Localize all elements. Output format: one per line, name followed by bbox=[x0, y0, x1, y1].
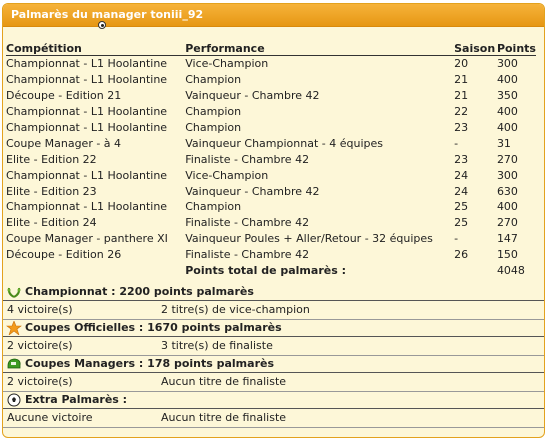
cell-competition: Elite - Edition 22 bbox=[6, 152, 97, 166]
table-row bbox=[6, 215, 536, 231]
cell-performance: Finaliste - Chambre 42 bbox=[185, 248, 310, 262]
section-extra-title bbox=[3, 392, 544, 409]
cell-saison: 21 bbox=[454, 73, 469, 87]
cell-saison: 25 bbox=[454, 200, 469, 214]
cell-points: 31 bbox=[496, 136, 511, 150]
table-row bbox=[6, 199, 536, 215]
table-row bbox=[6, 72, 536, 88]
titles-count: 3 titre(s) de finaliste bbox=[161, 339, 273, 352]
section-title-text: Championnat : 2200 points palmarès bbox=[25, 285, 254, 298]
section-extra-stats bbox=[3, 409, 544, 428]
cell-saison: 20 bbox=[454, 57, 469, 71]
table-row bbox=[6, 151, 536, 167]
cell-competition: Découpe - Edition 21 bbox=[6, 89, 122, 103]
cell-performance: Vainqueur Poules + Aller/Retour - 32 équipes bbox=[185, 232, 433, 246]
table-row bbox=[6, 56, 536, 72]
cell-competition: Championnat - L1 Hoolantine bbox=[6, 200, 168, 214]
cell-competition: Elite - Edition 24 bbox=[6, 216, 97, 230]
panel-header bbox=[3, 4, 544, 27]
section-title-text: Extra Palmarès : bbox=[25, 393, 128, 406]
cell-competition: Coupe Manager - à 4 bbox=[6, 136, 122, 150]
cell-performance: Vice-Champion bbox=[185, 168, 269, 182]
cell-saison: 24 bbox=[454, 184, 469, 198]
cell-performance: Champion bbox=[185, 121, 242, 134]
cell-competition: Elite - Edition 23 bbox=[6, 184, 97, 198]
soccer-ball-icon bbox=[98, 21, 106, 29]
table-row bbox=[6, 135, 536, 151]
col-header-points: Points bbox=[496, 41, 536, 55]
cell-points: 300 bbox=[496, 168, 518, 182]
titles-count: Aucun titre de finaliste bbox=[161, 411, 287, 424]
summary-sections bbox=[3, 284, 544, 428]
table-row bbox=[6, 231, 536, 247]
cell-points: 147 bbox=[496, 232, 518, 246]
col-header-saison: Saison bbox=[454, 41, 496, 55]
cell-points: 270 bbox=[496, 216, 518, 230]
titles-count: 2 titre(s) de vice-champion bbox=[161, 303, 310, 316]
palmares-table bbox=[6, 41, 536, 278]
col-header-performance: Performance bbox=[185, 41, 454, 56]
cell-points: 400 bbox=[496, 105, 518, 119]
cell-performance: Vainqueur Championnat - 4 équipes bbox=[185, 136, 383, 150]
cell-competition: Découpe - Edition 26 bbox=[6, 248, 122, 262]
cell-points: 150 bbox=[496, 248, 518, 262]
total-value: 4048 bbox=[496, 264, 525, 278]
laurel-icon bbox=[6, 285, 22, 299]
cell-performance: Vainqueur - Chambre 42 bbox=[185, 89, 320, 103]
cell-saison: 26 bbox=[454, 248, 469, 262]
table-row bbox=[6, 167, 536, 183]
cell-saison: - bbox=[454, 232, 459, 246]
cell-saison: 22 bbox=[454, 105, 469, 119]
titles-count: Aucun titre de finaliste bbox=[161, 375, 287, 388]
cell-points: 270 bbox=[496, 152, 518, 166]
green-cap-icon bbox=[6, 357, 22, 371]
cell-points: 400 bbox=[496, 73, 518, 87]
victories-count: 4 victoire(s) bbox=[7, 303, 73, 316]
cell-points: 630 bbox=[496, 184, 518, 198]
cell-performance: Finaliste - Chambre 42 bbox=[185, 216, 310, 230]
cell-saison: 21 bbox=[454, 89, 469, 103]
total-row bbox=[6, 263, 536, 279]
section-title-text: Coupes Officielles : 1670 points palmarès bbox=[25, 321, 282, 334]
cell-competition: Championnat - L1 Hoolantine bbox=[6, 73, 168, 87]
cell-saison: - bbox=[454, 136, 459, 150]
cell-saison: 24 bbox=[454, 168, 469, 182]
section-championnat-title bbox=[3, 284, 544, 301]
section-managers-title bbox=[3, 356, 544, 373]
cell-points: 300 bbox=[496, 57, 518, 71]
table-row bbox=[6, 120, 536, 136]
col-header-competition: Compétition bbox=[6, 41, 185, 56]
cell-performance: Vainqueur - Chambre 42 bbox=[185, 184, 320, 198]
cell-performance: Vice-Champion bbox=[185, 57, 269, 71]
cell-performance: Champion bbox=[185, 200, 242, 214]
cell-competition: Championnat - L1 Hoolantine bbox=[6, 121, 168, 134]
victories-count: 2 victoire(s) bbox=[7, 339, 73, 352]
cell-points: 400 bbox=[496, 200, 518, 214]
cell-competition: Championnat - L1 Hoolantine bbox=[6, 57, 168, 71]
cell-performance: Champion bbox=[185, 73, 242, 87]
cell-points: 400 bbox=[496, 121, 518, 134]
victories-count: Aucune victoire bbox=[7, 411, 93, 424]
cell-competition: Championnat - L1 Hoolantine bbox=[6, 105, 168, 119]
cell-saison: 25 bbox=[454, 216, 469, 230]
soccer-ball-icon bbox=[6, 393, 22, 407]
panel-title: Palmarès du manager toniii_92 bbox=[11, 8, 204, 21]
victories-count: 2 victoire(s) bbox=[7, 375, 73, 388]
cell-points: 350 bbox=[496, 89, 518, 103]
section-title-text: Coupes Managers : 178 points palmarès bbox=[25, 357, 275, 370]
table-row bbox=[6, 88, 536, 104]
total-label: Points total de palmarès : bbox=[185, 264, 346, 278]
section-managers-stats bbox=[3, 373, 544, 392]
section-officielles-title bbox=[3, 320, 544, 337]
cell-saison: 23 bbox=[454, 121, 469, 134]
table-row bbox=[6, 247, 536, 263]
table-row bbox=[6, 183, 536, 199]
palmares-panel bbox=[2, 3, 545, 438]
cell-performance: Champion bbox=[185, 105, 242, 119]
section-officielles-stats bbox=[3, 337, 544, 356]
cell-competition: Coupe Manager - panthere XI bbox=[6, 232, 168, 246]
cell-competition: Championnat - L1 Hoolantine bbox=[6, 168, 168, 182]
table-row bbox=[6, 104, 536, 120]
cell-saison: 23 bbox=[454, 152, 469, 166]
section-championnat-stats bbox=[3, 301, 544, 320]
star-icon bbox=[6, 321, 22, 335]
table-header-row bbox=[6, 41, 536, 56]
cell-performance: Finaliste - Chambre 42 bbox=[185, 152, 310, 166]
